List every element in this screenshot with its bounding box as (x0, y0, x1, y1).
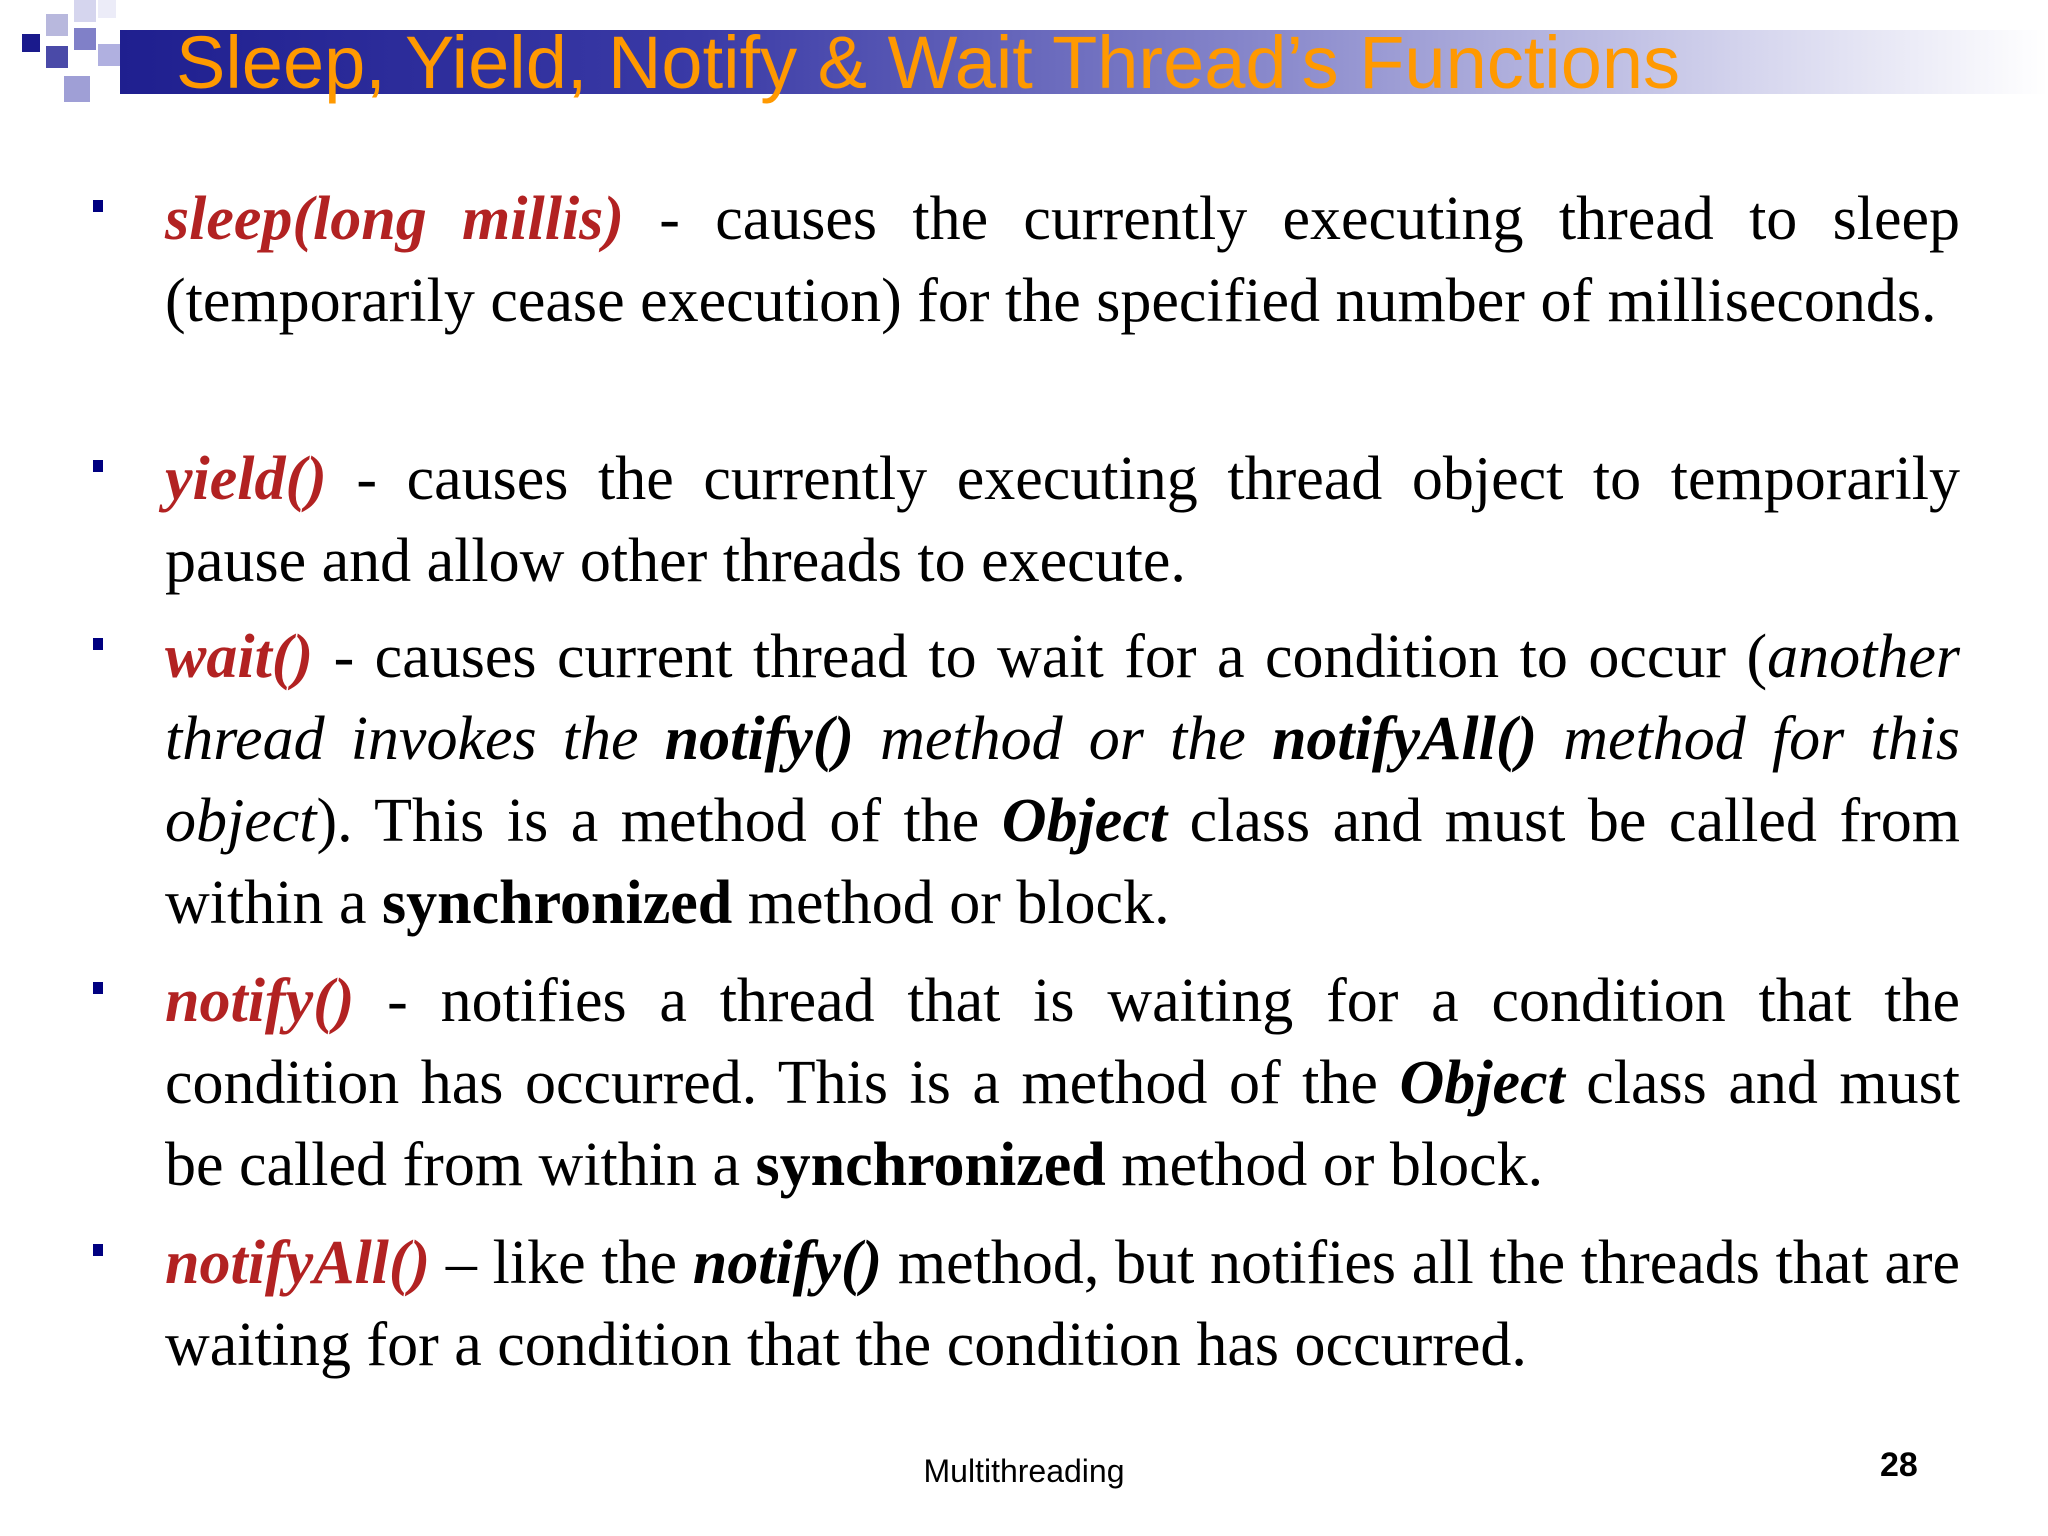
slide-footer: Multithreading (923, 1453, 1125, 1489)
method-term: sleep(long millis) (165, 185, 624, 253)
bullet-text: yield() - causes the currently executing thread object to temporarily pause and allow other threads to execute. (165, 445, 1960, 595)
bullet-notify (165, 960, 1960, 1206)
slide-title: Sleep, Yield, Notify & Wait Thread’s Functions (176, 21, 1681, 104)
bullet-text: wait() - causes current thread to wait for a condition to occur (another thread invokes the notify() method or the notifyAll() method for this object). This is a method of the Object class and must be called from within a synchronized method or block. (165, 623, 1960, 937)
bullet-marker (93, 1244, 103, 1256)
method-term: yield() (165, 445, 327, 513)
bullet-yield (165, 438, 1960, 602)
bullet-marker (93, 460, 103, 472)
bullet-marker (93, 200, 103, 212)
bullet-text: sleep(long millis) - causes the currently executing thread to sleep (temporarily cease execution) for the specified number of milliseconds. (165, 185, 1960, 335)
method-term: wait() (165, 623, 314, 691)
method-term: notify() (165, 967, 355, 1035)
bullet-wait (165, 616, 1960, 944)
method-term: notifyAll() (165, 1229, 431, 1297)
bullet-text: notify() - notifies a thread that is waiting for a condition that the condition has occurred. This is a method of the Object class and must be called from within a synchronized method or block. (165, 967, 1960, 1199)
bullet-notifyall (165, 1222, 1960, 1386)
page-number: 28 (1880, 1446, 1918, 1484)
bullet-sleep (165, 178, 1960, 342)
bullet-text: notifyAll() – like the notify() method, but notifies all the threads that are waiting for a condition that the condition has occurred. (165, 1229, 1960, 1379)
bullet-marker (93, 638, 103, 650)
bullet-marker (93, 982, 103, 994)
